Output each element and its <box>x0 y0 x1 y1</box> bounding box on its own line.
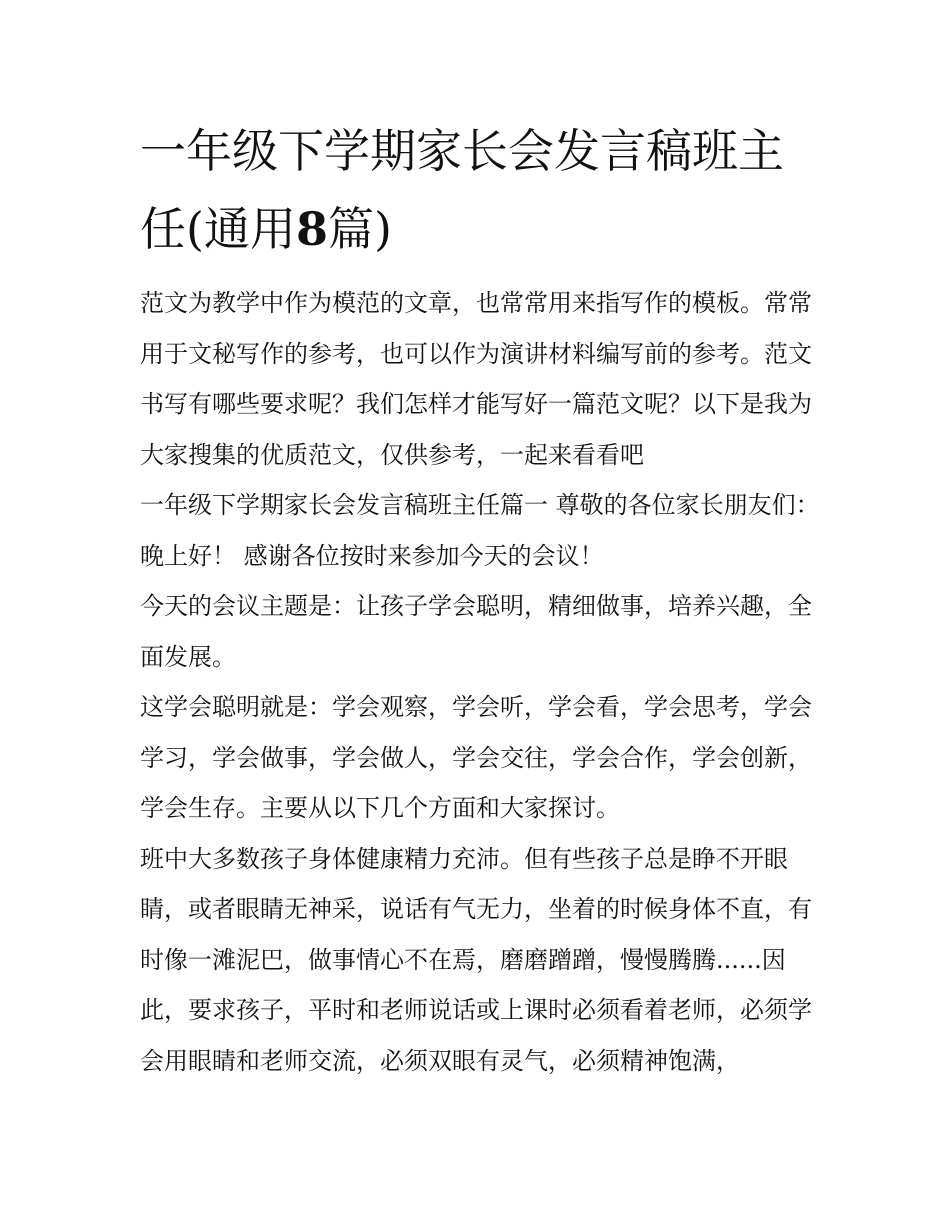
paragraph-meeting-theme: 今天的会议主题是：让孩子学会聪明，精细做事，培养兴趣，全面发展。 <box>140 592 812 671</box>
title-text-part1: 一年级下学期家长会发言稿班主任(通用 <box>140 124 784 256</box>
paragraph-greeting: 一年级下学期家长会发言稿班主任篇一 尊敬的各位家长朋友们：晚上好！ 感谢各位按时来参加今天的会议！ <box>140 491 820 570</box>
paragraph-learn-smart: 这学会聪明就是：学会观察，学会听，学会看，学会思考，学会学习，学会做事，学会做人，学会交往，学会合作，学会创新，学会生存。主要从以下几个方面和大家探讨。 <box>140 693 812 822</box>
document-title <box>140 112 820 268</box>
paragraph-intro: 范文为教学中作为模范的文章，也常常用来指写作的模板。常常用于文秘写作的参考，也可以作为演讲材料编写前的参考。范文书写有哪些要求呢？我们怎样才能写好一篇范文呢？以下是我为大家搜集的优质范文，仅供参考，一起来看看吧 <box>140 289 812 469</box>
title-number: 8 <box>295 202 328 256</box>
paragraph-children-health: 班中大多数孩子身体健康精力充沛。但有些孩子总是睁不开眼睛，或者眼睛无神采，说话有气无力，坐着的时候身体不直，有时像一滩泥巴，做事情心不在焉，磨磨蹭蹭，慢慢腾腾......因此，要求孩子，平时和老师说话或上课时必须看着老师，必须学会用眼睛和老师交流，必须双眼有灵气，必须精神饱满， <box>140 844 812 1075</box>
title-text-part2: 篇) <box>327 202 392 256</box>
document-body <box>140 278 820 1086</box>
